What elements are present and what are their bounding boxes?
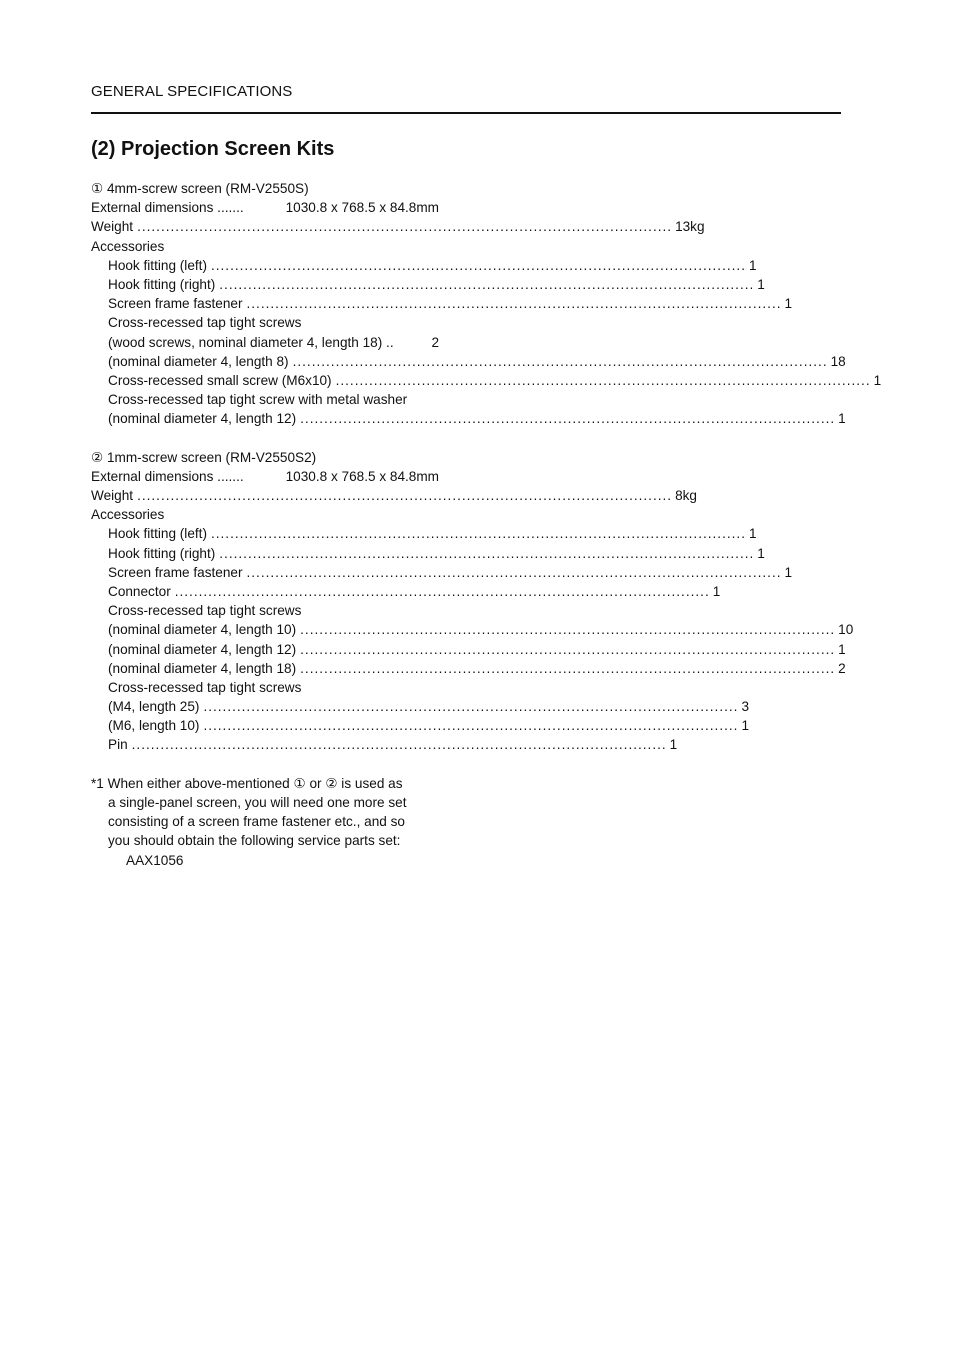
item-label: (nominal diameter 4, length 8): [108, 353, 289, 369]
kit1-external-dimensions: [91, 198, 439, 217]
spec-label: External dimensions .......: [91, 200, 244, 216]
kit2-heading: ② 1mm-screw screen (RM-V2550S2): [91, 449, 317, 465]
item-label: (wood screws, nominal diameter 4, length 18) ..: [108, 334, 394, 350]
kit2-pin: [91, 735, 678, 754]
item-qty: 2: [838, 660, 846, 676]
leader-dots: ................................................................................................................: [300, 411, 836, 427]
footnote-line-4: you should obtain the following service parts set:: [108, 833, 401, 849]
leader-dots: ................................................................................................................: [292, 353, 828, 369]
section-title: (2) Projection Screen Kits: [91, 138, 335, 160]
kit2-weight: [91, 486, 697, 505]
kit1-accessories-label: Accessories: [91, 238, 165, 254]
leader-dots: ................................................................................................................: [174, 583, 710, 599]
spec-column: [91, 179, 882, 870]
leader-dots: ................................................................................................................: [137, 219, 673, 235]
item-label: Hook fitting (right): [108, 276, 216, 292]
item-qty: 2: [431, 334, 439, 350]
item-qty: 1: [669, 737, 678, 753]
kit2-screws-m4: [91, 697, 749, 716]
leader-dots: ................................................................................................................: [246, 296, 782, 312]
item-label: (nominal diameter 4, length 18): [108, 660, 297, 676]
leader-dots: ................................................................................................................: [219, 276, 755, 292]
item-label: Pin: [108, 737, 128, 753]
footnote-line-2: a single-panel screen, you will need one more set: [108, 795, 407, 810]
kit2-screws-length-18: [91, 659, 846, 678]
footnote-line-3: consisting of a screen frame fastener etc., and so: [108, 814, 405, 830]
item-qty: 1: [838, 641, 846, 657]
kit2-screws-m6: [91, 716, 749, 735]
kit2-hook-right: [91, 544, 765, 563]
item-qty: 3: [741, 699, 749, 715]
header-rule: [91, 112, 841, 114]
kit1-frame-fastener: [91, 294, 793, 313]
spec-value: 1030.8 x 768.5 x 84.8mm: [285, 200, 439, 216]
kit2-tap-screws-heading: Cross-recessed tap tight screws: [108, 603, 302, 619]
kit1-tap-screws-heading: Cross-recessed tap tight screws: [108, 315, 302, 331]
kit2-hook-left: [91, 524, 757, 543]
item-qty: 1: [784, 564, 793, 580]
item-qty: 1: [748, 257, 757, 273]
item-label: (nominal diameter 4, length 12): [108, 641, 297, 657]
kit1-weight: [91, 217, 705, 236]
leader-dots: ................................................................................................................: [131, 737, 667, 753]
spec-label: Weight: [91, 488, 134, 503]
item-qty: 18: [830, 353, 846, 369]
leader-dots: ................................................................................................................: [137, 488, 673, 503]
item-qty: 1: [838, 411, 846, 427]
kit2-external-dimensions: [91, 467, 439, 486]
leader-dots: ................................................................................................................: [335, 372, 871, 388]
leader-dots: ................................................................................................................: [203, 718, 739, 734]
running-head: GENERAL SPECIFICATIONS: [91, 83, 293, 100]
leader-dots: ................................................................................................................: [219, 545, 755, 561]
kit1-washer-screw: [91, 409, 846, 428]
spec-label: External dimensions .......: [91, 468, 244, 484]
kit2-frame-fastener: [91, 563, 793, 582]
spec-value: 8kg: [675, 488, 697, 503]
kit1-heading: ① 4mm-screw screen (RM-V2550S): [91, 181, 309, 196]
spacer: [91, 755, 439, 774]
leader-dots: ................................................................................................................: [210, 526, 746, 542]
item-label: Hook fitting (right): [108, 545, 216, 561]
item-qty: 1: [748, 526, 757, 542]
kit1-screws-length-8: [91, 352, 846, 371]
item-qty: 1: [741, 718, 749, 734]
footnote-part-number: AAX1056: [126, 852, 184, 868]
spec-value: 1030.8 x 768.5 x 84.8mm: [285, 468, 439, 484]
footnote-line-1: *1 When either above-mentioned ① or ② is used as: [91, 775, 403, 791]
leader-dots: ................................................................................................................: [210, 257, 746, 273]
spec-label: Weight: [91, 219, 134, 235]
leader-dots: ................................................................................................................: [300, 660, 836, 676]
item-label: (nominal diameter 4, length 12): [108, 411, 297, 427]
item-label: Hook fitting (left): [108, 526, 207, 542]
kit2-screws-length-10: [91, 620, 854, 639]
item-label: (M6, length 10): [108, 718, 200, 734]
item-label: (nominal diameter 4, length 10): [108, 622, 297, 638]
leader-dots: ................................................................................................................: [203, 699, 739, 715]
kit2-tap-screws-heading-2: Cross-recessed tap tight screws: [108, 679, 302, 695]
item-label: Screen frame fastener: [108, 564, 243, 580]
kit1-small-screw: [91, 371, 882, 390]
kit1-hook-left: [91, 256, 757, 275]
item-qty: 1: [757, 276, 765, 292]
item-label: Cross-recessed small screw (M6x10): [108, 372, 332, 388]
item-qty: 1: [712, 583, 721, 599]
kit2-connector: [91, 582, 721, 601]
item-label: Screen frame fastener: [108, 296, 243, 312]
item-qty: 1: [784, 296, 793, 312]
item-qty: 1: [757, 545, 765, 561]
leader-dots: ................................................................................................................: [300, 622, 836, 638]
kit2-accessories-label: Accessories: [91, 507, 165, 523]
item-label: (M4, length 25): [108, 699, 200, 715]
item-qty: 1: [873, 372, 882, 388]
kit1-wood-screws: [91, 333, 439, 352]
spec-value: 13kg: [675, 219, 705, 235]
leader-dots: ................................................................................................................: [246, 564, 782, 580]
kit1-hook-right: [91, 275, 765, 294]
leader-dots: ................................................................................................................: [300, 641, 836, 657]
spacer: [91, 428, 439, 447]
item-qty: 10: [838, 622, 854, 638]
kit2-screws-length-12: [91, 640, 846, 659]
kit1-washer-screw-heading: Cross-recessed tap tight screw with metal washer: [108, 392, 408, 408]
item-label: Hook fitting (left): [108, 257, 207, 273]
item-label: Connector: [108, 583, 171, 599]
